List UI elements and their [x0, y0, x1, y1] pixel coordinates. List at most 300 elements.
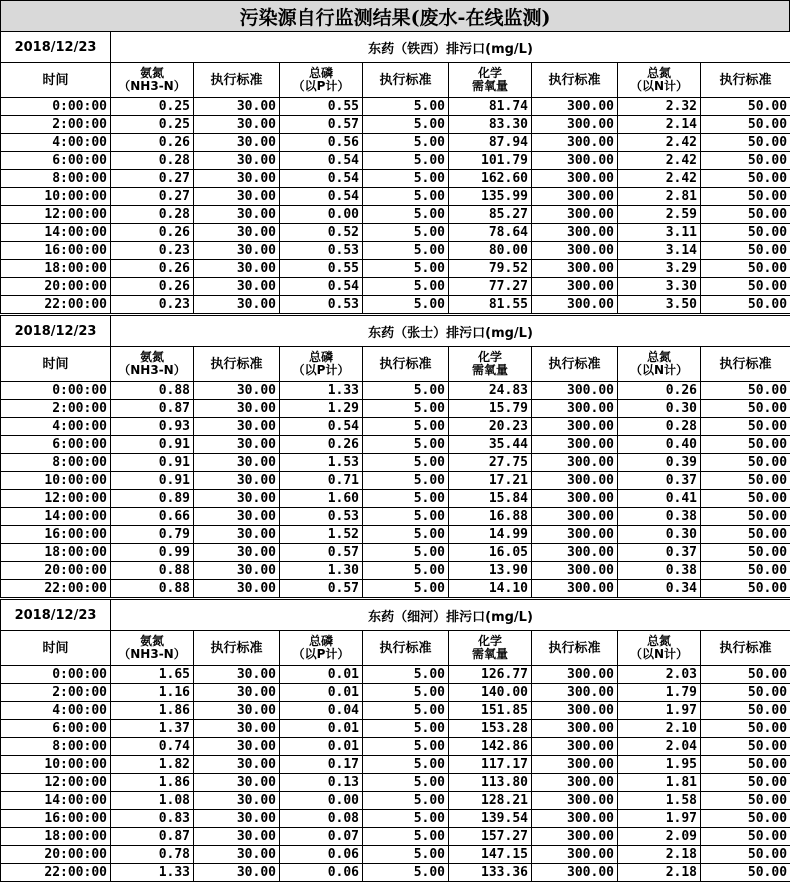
cell-std[interactable]: 5.00 [363, 702, 449, 720]
cell-nh3[interactable]: 0.25 [111, 98, 194, 116]
cell-time[interactable]: 14:00:00 [1, 792, 111, 810]
cell-std[interactable]: 30.00 [194, 206, 280, 224]
cell-std[interactable]: 300.00 [532, 382, 618, 400]
cell-nh3[interactable]: 0.66 [111, 508, 194, 526]
cell-std[interactable]: 50.00 [701, 98, 790, 116]
cell-std[interactable]: 5.00 [363, 134, 449, 152]
cell-cod[interactable]: 15.79 [449, 400, 532, 418]
cell-tn[interactable]: 0.39 [618, 454, 701, 472]
cell-time[interactable]: 8:00:00 [1, 738, 111, 756]
cell-std[interactable]: 30.00 [194, 684, 280, 702]
cell-time[interactable]: 10:00:00 [1, 756, 111, 774]
cell-cod[interactable]: 128.21 [449, 792, 532, 810]
cell-nh3[interactable]: 0.87 [111, 828, 194, 846]
cell-std[interactable]: 30.00 [194, 418, 280, 436]
cell-std[interactable]: 30.00 [194, 134, 280, 152]
cell-tp[interactable]: 0.06 [280, 864, 363, 882]
cell-std[interactable]: 300.00 [532, 864, 618, 882]
cell-cod[interactable]: 83.30 [449, 116, 532, 134]
cell-time[interactable]: 6:00:00 [1, 720, 111, 738]
cell-std[interactable]: 300.00 [532, 436, 618, 454]
cell-std[interactable]: 50.00 [701, 490, 790, 508]
cell-tn[interactable]: 1.97 [618, 702, 701, 720]
header-standard[interactable] [701, 63, 790, 98]
header-standard[interactable] [701, 631, 790, 666]
cell-std[interactable]: 300.00 [532, 756, 618, 774]
cell-tp[interactable]: 1.60 [280, 490, 363, 508]
cell-std[interactable]: 5.00 [363, 490, 449, 508]
cell-cod[interactable]: 117.17 [449, 756, 532, 774]
cell-std[interactable]: 5.00 [363, 684, 449, 702]
cell-nh3[interactable]: 0.26 [111, 224, 194, 242]
cell-std[interactable]: 30.00 [194, 382, 280, 400]
outlet-name-cell[interactable]: 东药（张士）排污口(mg/L) [111, 316, 790, 347]
cell-std[interactable]: 50.00 [701, 666, 790, 684]
cell-std[interactable]: 300.00 [532, 846, 618, 864]
cell-std[interactable]: 5.00 [363, 720, 449, 738]
cell-time[interactable]: 2:00:00 [1, 116, 111, 134]
cell-std[interactable]: 30.00 [194, 400, 280, 418]
cell-tp[interactable]: 0.26 [280, 436, 363, 454]
cell-std[interactable]: 50.00 [701, 242, 790, 260]
cell-nh3[interactable]: 0.83 [111, 810, 194, 828]
cell-tn[interactable]: 2.59 [618, 206, 701, 224]
cell-time[interactable]: 16:00:00 [1, 242, 111, 260]
cell-std[interactable]: 50.00 [701, 774, 790, 792]
cell-std[interactable]: 50.00 [701, 382, 790, 400]
cell-std[interactable]: 50.00 [701, 756, 790, 774]
cell-time[interactable]: 12:00:00 [1, 490, 111, 508]
cell-nh3[interactable]: 0.28 [111, 206, 194, 224]
cell-std[interactable]: 50.00 [701, 206, 790, 224]
cell-time[interactable]: 2:00:00 [1, 684, 111, 702]
cell-nh3[interactable]: 0.79 [111, 526, 194, 544]
cell-time[interactable]: 22:00:00 [1, 580, 111, 598]
cell-cod[interactable]: 85.27 [449, 206, 532, 224]
cell-std[interactable]: 50.00 [701, 260, 790, 278]
cell-std[interactable]: 300.00 [532, 774, 618, 792]
header-cod[interactable] [449, 63, 532, 98]
cell-tn[interactable]: 2.04 [618, 738, 701, 756]
cell-tn[interactable]: 2.42 [618, 152, 701, 170]
cell-time[interactable]: 8:00:00 [1, 454, 111, 472]
cell-nh3[interactable]: 0.87 [111, 400, 194, 418]
outlet-name-cell[interactable]: 东药（铁西）排污口(mg/L) [111, 32, 790, 63]
cell-tn[interactable]: 1.81 [618, 774, 701, 792]
cell-nh3[interactable]: 1.16 [111, 684, 194, 702]
cell-cod[interactable]: 14.99 [449, 526, 532, 544]
cell-std[interactable]: 300.00 [532, 400, 618, 418]
cell-nh3[interactable]: 1.37 [111, 720, 194, 738]
cell-std[interactable]: 300.00 [532, 260, 618, 278]
cell-tn[interactable]: 0.30 [618, 526, 701, 544]
cell-std[interactable]: 300.00 [532, 152, 618, 170]
cell-time[interactable]: 20:00:00 [1, 278, 111, 296]
header-cod[interactable] [449, 631, 532, 666]
cell-std[interactable]: 300.00 [532, 580, 618, 598]
cell-std[interactable]: 5.00 [363, 418, 449, 436]
cell-cod[interactable]: 113.80 [449, 774, 532, 792]
cell-nh3[interactable]: 1.82 [111, 756, 194, 774]
cell-std[interactable]: 5.00 [363, 846, 449, 864]
cell-std[interactable]: 50.00 [701, 152, 790, 170]
cell-std[interactable]: 300.00 [532, 98, 618, 116]
cell-std[interactable]: 300.00 [532, 490, 618, 508]
cell-nh3[interactable]: 0.27 [111, 188, 194, 206]
header-time[interactable] [1, 631, 111, 666]
cell-std[interactable]: 30.00 [194, 720, 280, 738]
cell-std[interactable]: 50.00 [701, 454, 790, 472]
cell-tn[interactable]: 3.14 [618, 242, 701, 260]
cell-time[interactable]: 22:00:00 [1, 864, 111, 882]
cell-std[interactable]: 30.00 [194, 98, 280, 116]
cell-std[interactable]: 5.00 [363, 170, 449, 188]
cell-tp[interactable]: 0.53 [280, 296, 363, 314]
cell-nh3[interactable]: 0.23 [111, 296, 194, 314]
section-date-cell[interactable]: 2018/12/23 [1, 600, 111, 631]
cell-cod[interactable]: 14.10 [449, 580, 532, 598]
cell-std[interactable]: 30.00 [194, 580, 280, 598]
cell-std[interactable]: 300.00 [532, 508, 618, 526]
cell-cod[interactable]: 162.60 [449, 170, 532, 188]
cell-tp[interactable]: 0.55 [280, 260, 363, 278]
cell-std[interactable]: 50.00 [701, 170, 790, 188]
cell-std[interactable]: 50.00 [701, 702, 790, 720]
cell-nh3[interactable]: 1.08 [111, 792, 194, 810]
cell-tp[interactable]: 0.55 [280, 98, 363, 116]
cell-std[interactable]: 5.00 [363, 278, 449, 296]
cell-cod[interactable]: 13.90 [449, 562, 532, 580]
cell-tn[interactable]: 3.11 [618, 224, 701, 242]
cell-std[interactable]: 5.00 [363, 828, 449, 846]
cell-std[interactable]: 30.00 [194, 544, 280, 562]
cell-tp[interactable]: 1.29 [280, 400, 363, 418]
cell-tn[interactable]: 2.10 [618, 720, 701, 738]
cell-cod[interactable]: 81.55 [449, 296, 532, 314]
cell-std[interactable]: 50.00 [701, 562, 790, 580]
cell-std[interactable]: 30.00 [194, 454, 280, 472]
cell-tn[interactable]: 2.03 [618, 666, 701, 684]
cell-cod[interactable]: 126.77 [449, 666, 532, 684]
cell-tp[interactable]: 0.01 [280, 720, 363, 738]
cell-cod[interactable]: 27.75 [449, 454, 532, 472]
cell-tp[interactable]: 0.08 [280, 810, 363, 828]
cell-std[interactable]: 5.00 [363, 666, 449, 684]
header-ammonia-nitrogen[interactable] [111, 631, 194, 666]
cell-std[interactable]: 300.00 [532, 206, 618, 224]
cell-tn[interactable]: 2.18 [618, 864, 701, 882]
cell-nh3[interactable]: 0.28 [111, 152, 194, 170]
cell-tp[interactable]: 0.57 [280, 544, 363, 562]
cell-std[interactable]: 50.00 [701, 738, 790, 756]
cell-std[interactable]: 30.00 [194, 562, 280, 580]
cell-std[interactable]: 50.00 [701, 436, 790, 454]
cell-std[interactable]: 5.00 [363, 472, 449, 490]
cell-cod[interactable]: 101.79 [449, 152, 532, 170]
cell-nh3[interactable]: 0.89 [111, 490, 194, 508]
cell-std[interactable]: 50.00 [701, 792, 790, 810]
header-total-nitrogen[interactable] [618, 63, 701, 98]
cell-std[interactable]: 30.00 [194, 702, 280, 720]
cell-std[interactable]: 300.00 [532, 544, 618, 562]
cell-cod[interactable]: 135.99 [449, 188, 532, 206]
header-total-phosphorus[interactable] [280, 347, 363, 382]
cell-cod[interactable]: 153.28 [449, 720, 532, 738]
cell-std[interactable]: 50.00 [701, 134, 790, 152]
cell-time[interactable]: 6:00:00 [1, 436, 111, 454]
cell-tn[interactable]: 0.38 [618, 508, 701, 526]
cell-tp[interactable]: 0.13 [280, 774, 363, 792]
cell-std[interactable]: 5.00 [363, 792, 449, 810]
cell-nh3[interactable]: 0.91 [111, 472, 194, 490]
cell-std[interactable]: 300.00 [532, 526, 618, 544]
cell-std[interactable]: 50.00 [701, 580, 790, 598]
cell-std[interactable]: 30.00 [194, 116, 280, 134]
cell-time[interactable]: 0:00:00 [1, 98, 111, 116]
cell-std[interactable]: 30.00 [194, 828, 280, 846]
cell-std[interactable]: 50.00 [701, 224, 790, 242]
cell-std[interactable]: 5.00 [363, 454, 449, 472]
header-standard[interactable] [363, 63, 449, 98]
cell-tp[interactable]: 0.53 [280, 242, 363, 260]
cell-nh3[interactable]: 1.65 [111, 666, 194, 684]
cell-std[interactable]: 30.00 [194, 188, 280, 206]
cell-time[interactable]: 18:00:00 [1, 260, 111, 278]
cell-time[interactable]: 22:00:00 [1, 296, 111, 314]
header-total-phosphorus[interactable] [280, 63, 363, 98]
cell-std[interactable]: 5.00 [363, 116, 449, 134]
cell-tn[interactable]: 0.38 [618, 562, 701, 580]
cell-std[interactable]: 5.00 [363, 224, 449, 242]
cell-time[interactable]: 0:00:00 [1, 382, 111, 400]
cell-std[interactable]: 5.00 [363, 774, 449, 792]
cell-std[interactable]: 30.00 [194, 774, 280, 792]
cell-tp[interactable]: 0.54 [280, 152, 363, 170]
cell-std[interactable]: 30.00 [194, 810, 280, 828]
cell-std[interactable]: 50.00 [701, 400, 790, 418]
cell-std[interactable]: 50.00 [701, 508, 790, 526]
cell-tn[interactable]: 1.95 [618, 756, 701, 774]
cell-nh3[interactable]: 0.99 [111, 544, 194, 562]
cell-tp[interactable]: 0.54 [280, 278, 363, 296]
cell-std[interactable]: 50.00 [701, 864, 790, 882]
cell-nh3[interactable]: 0.23 [111, 242, 194, 260]
cell-cod[interactable]: 147.15 [449, 846, 532, 864]
cell-std[interactable]: 30.00 [194, 792, 280, 810]
cell-cod[interactable]: 157.27 [449, 828, 532, 846]
cell-tp[interactable]: 1.33 [280, 382, 363, 400]
cell-std[interactable]: 300.00 [532, 702, 618, 720]
cell-tn[interactable]: 0.37 [618, 544, 701, 562]
header-standard[interactable] [532, 631, 618, 666]
cell-std[interactable]: 300.00 [532, 454, 618, 472]
cell-tp[interactable]: 0.00 [280, 792, 363, 810]
cell-tn[interactable]: 0.30 [618, 400, 701, 418]
cell-tp[interactable]: 1.30 [280, 562, 363, 580]
cell-nh3[interactable]: 0.25 [111, 116, 194, 134]
cell-std[interactable]: 300.00 [532, 278, 618, 296]
cell-nh3[interactable]: 0.88 [111, 580, 194, 598]
cell-time[interactable]: 18:00:00 [1, 828, 111, 846]
section-date-cell[interactable]: 2018/12/23 [1, 32, 111, 63]
cell-tn[interactable]: 0.28 [618, 418, 701, 436]
cell-cod[interactable]: 140.00 [449, 684, 532, 702]
cell-tp[interactable]: 1.52 [280, 526, 363, 544]
cell-nh3[interactable]: 0.88 [111, 562, 194, 580]
cell-time[interactable]: 10:00:00 [1, 188, 111, 206]
cell-std[interactable]: 300.00 [532, 792, 618, 810]
cell-tp[interactable]: 0.71 [280, 472, 363, 490]
cell-std[interactable]: 5.00 [363, 756, 449, 774]
cell-tp[interactable]: 0.17 [280, 756, 363, 774]
section-date-cell[interactable]: 2018/12/23 [1, 316, 111, 347]
cell-tp[interactable]: 0.54 [280, 188, 363, 206]
cell-nh3[interactable]: 0.93 [111, 418, 194, 436]
cell-tp[interactable]: 0.04 [280, 702, 363, 720]
cell-tn[interactable]: 0.37 [618, 472, 701, 490]
cell-tp[interactable]: 0.53 [280, 508, 363, 526]
cell-tn[interactable]: 2.81 [618, 188, 701, 206]
cell-time[interactable]: 12:00:00 [1, 206, 111, 224]
cell-std[interactable]: 30.00 [194, 864, 280, 882]
header-total-phosphorus[interactable] [280, 631, 363, 666]
cell-std[interactable]: 50.00 [701, 188, 790, 206]
cell-nh3[interactable]: 1.86 [111, 702, 194, 720]
cell-cod[interactable]: 133.36 [449, 864, 532, 882]
cell-time[interactable]: 4:00:00 [1, 418, 111, 436]
cell-cod[interactable]: 81.74 [449, 98, 532, 116]
cell-std[interactable]: 30.00 [194, 260, 280, 278]
cell-std[interactable]: 5.00 [363, 188, 449, 206]
cell-std[interactable]: 50.00 [701, 472, 790, 490]
cell-time[interactable]: 16:00:00 [1, 526, 111, 544]
cell-time[interactable]: 0:00:00 [1, 666, 111, 684]
cell-std[interactable]: 50.00 [701, 116, 790, 134]
cell-std[interactable]: 5.00 [363, 810, 449, 828]
cell-std[interactable]: 50.00 [701, 828, 790, 846]
cell-std[interactable]: 5.00 [363, 508, 449, 526]
cell-std[interactable]: 5.00 [363, 98, 449, 116]
cell-tn[interactable]: 3.30 [618, 278, 701, 296]
cell-std[interactable]: 300.00 [532, 828, 618, 846]
cell-tp[interactable]: 0.54 [280, 418, 363, 436]
cell-tn[interactable]: 2.09 [618, 828, 701, 846]
cell-std[interactable]: 300.00 [532, 224, 618, 242]
header-cod[interactable] [449, 347, 532, 382]
cell-nh3[interactable]: 0.78 [111, 846, 194, 864]
cell-tn[interactable]: 2.14 [618, 116, 701, 134]
cell-tn[interactable]: 3.50 [618, 296, 701, 314]
outlet-name-cell[interactable]: 东药（细河）排污口(mg/L) [111, 600, 790, 631]
cell-std[interactable]: 30.00 [194, 508, 280, 526]
cell-tp[interactable]: 0.56 [280, 134, 363, 152]
cell-std[interactable]: 30.00 [194, 152, 280, 170]
cell-std[interactable]: 30.00 [194, 472, 280, 490]
cell-std[interactable]: 5.00 [363, 152, 449, 170]
header-standard[interactable] [363, 347, 449, 382]
cell-std[interactable]: 300.00 [532, 134, 618, 152]
cell-std[interactable]: 5.00 [363, 526, 449, 544]
cell-std[interactable]: 300.00 [532, 472, 618, 490]
cell-std[interactable]: 5.00 [363, 206, 449, 224]
cell-cod[interactable]: 80.00 [449, 242, 532, 260]
cell-tp[interactable]: 0.52 [280, 224, 363, 242]
cell-tn[interactable]: 2.18 [618, 846, 701, 864]
cell-nh3[interactable]: 1.86 [111, 774, 194, 792]
cell-std[interactable]: 5.00 [363, 562, 449, 580]
header-standard[interactable] [194, 63, 280, 98]
cell-std[interactable]: 30.00 [194, 170, 280, 188]
cell-cod[interactable]: 78.64 [449, 224, 532, 242]
cell-std[interactable]: 30.00 [194, 526, 280, 544]
cell-tn[interactable]: 0.41 [618, 490, 701, 508]
cell-std[interactable]: 300.00 [532, 418, 618, 436]
cell-std[interactable]: 5.00 [363, 382, 449, 400]
cell-nh3[interactable]: 0.27 [111, 170, 194, 188]
cell-std[interactable]: 300.00 [532, 170, 618, 188]
cell-cod[interactable]: 139.54 [449, 810, 532, 828]
cell-std[interactable]: 300.00 [532, 810, 618, 828]
cell-std[interactable]: 5.00 [363, 738, 449, 756]
cell-std[interactable]: 300.00 [532, 188, 618, 206]
header-standard[interactable] [194, 347, 280, 382]
cell-tn[interactable]: 3.29 [618, 260, 701, 278]
cell-cod[interactable]: 16.05 [449, 544, 532, 562]
cell-std[interactable]: 50.00 [701, 418, 790, 436]
cell-time[interactable]: 14:00:00 [1, 508, 111, 526]
header-ammonia-nitrogen[interactable] [111, 347, 194, 382]
cell-time[interactable]: 2:00:00 [1, 400, 111, 418]
cell-tp[interactable]: 0.07 [280, 828, 363, 846]
header-time[interactable] [1, 347, 111, 382]
cell-std[interactable]: 30.00 [194, 296, 280, 314]
cell-time[interactable]: 4:00:00 [1, 702, 111, 720]
cell-time[interactable]: 6:00:00 [1, 152, 111, 170]
cell-std[interactable]: 5.00 [363, 400, 449, 418]
cell-std[interactable]: 300.00 [532, 562, 618, 580]
cell-nh3[interactable]: 1.33 [111, 864, 194, 882]
cell-cod[interactable]: 16.88 [449, 508, 532, 526]
cell-tn[interactable]: 0.40 [618, 436, 701, 454]
cell-tp[interactable]: 0.54 [280, 170, 363, 188]
cell-std[interactable]: 30.00 [194, 666, 280, 684]
cell-tn[interactable]: 0.26 [618, 382, 701, 400]
cell-tp[interactable]: 0.01 [280, 684, 363, 702]
cell-tp[interactable]: 0.57 [280, 116, 363, 134]
cell-std[interactable]: 300.00 [532, 116, 618, 134]
header-standard[interactable] [194, 631, 280, 666]
cell-std[interactable]: 300.00 [532, 296, 618, 314]
cell-std[interactable]: 5.00 [363, 296, 449, 314]
cell-tp[interactable]: 0.01 [280, 666, 363, 684]
cell-std[interactable]: 50.00 [701, 720, 790, 738]
cell-cod[interactable]: 87.94 [449, 134, 532, 152]
cell-nh3[interactable]: 0.26 [111, 260, 194, 278]
cell-std[interactable]: 5.00 [363, 544, 449, 562]
cell-tn[interactable]: 1.58 [618, 792, 701, 810]
header-standard[interactable] [701, 347, 790, 382]
cell-tn[interactable]: 1.79 [618, 684, 701, 702]
cell-std[interactable]: 300.00 [532, 666, 618, 684]
cell-std[interactable]: 50.00 [701, 526, 790, 544]
cell-nh3[interactable]: 0.91 [111, 436, 194, 454]
header-total-nitrogen[interactable] [618, 347, 701, 382]
cell-tp[interactable]: 0.57 [280, 580, 363, 598]
cell-std[interactable]: 5.00 [363, 436, 449, 454]
cell-std[interactable]: 5.00 [363, 864, 449, 882]
cell-time[interactable]: 18:00:00 [1, 544, 111, 562]
header-standard[interactable] [532, 347, 618, 382]
